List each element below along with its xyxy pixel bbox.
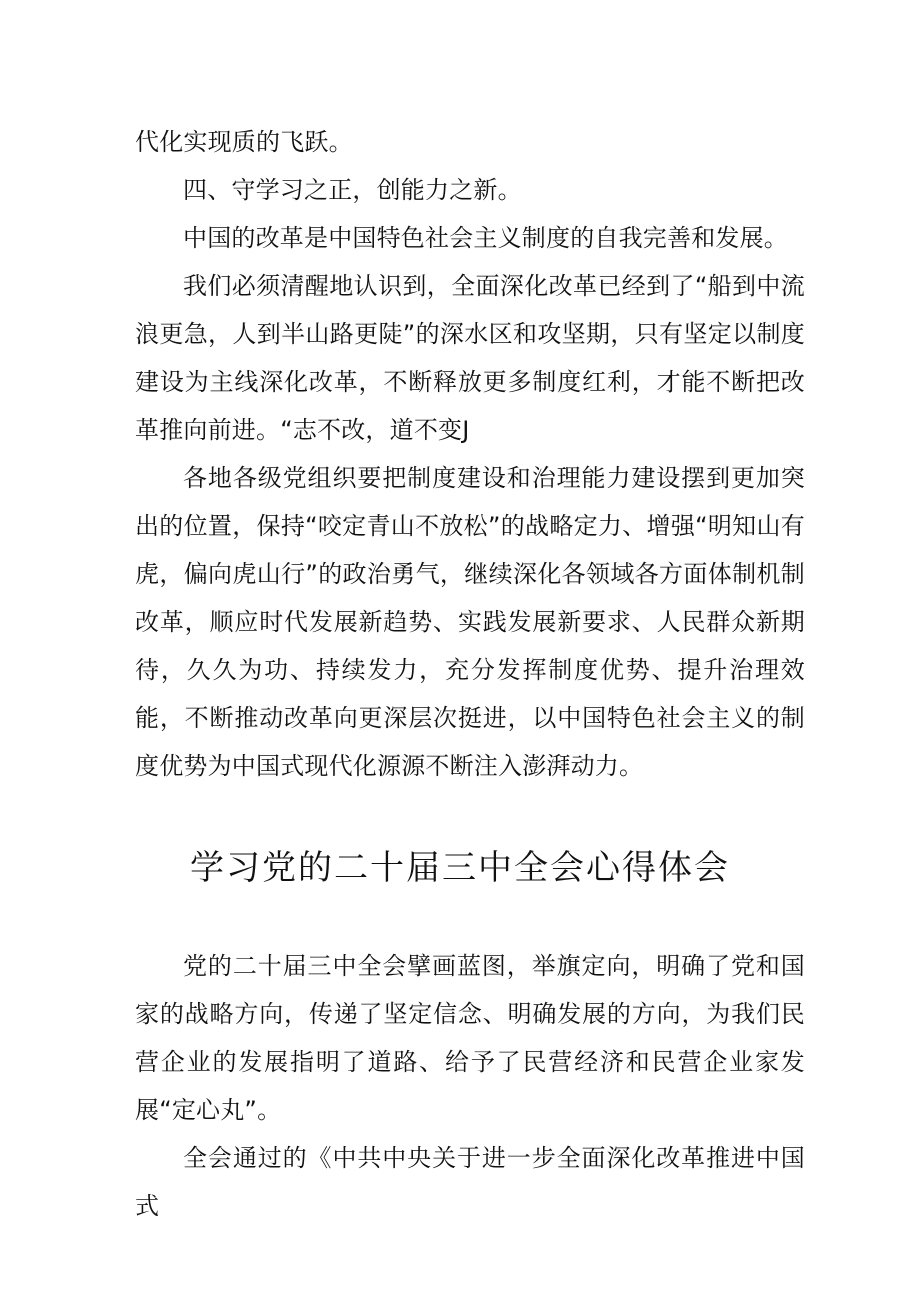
paragraph: 中国的改革是中国特色社会主义制度的自我完善和发展。 <box>183 224 788 252</box>
paragraph: 全会通过的《中共中央关于进一步全面深化改革推进中国式 <box>135 1144 805 1220</box>
article-body-bottom <box>135 942 805 1230</box>
paragraph: 我们必须清醒地认识到，全面深化改革已经到了“船到中流浪更急，人到半山路更陡”的深水区和攻坚期，只有坚定以制度建设为主线深化改革，不断释放更多制度红利，才能不断把改革推向前进。“志不改，道不变J <box>135 272 805 444</box>
paragraph: 各地各级党组织要把制度建设和治理能力建设摆到更加突出的位置，保持“咬定青山不放松”的战略定力、增强“明知山有虎，偏向虎山行”的政治勇气，继续深化各领域各方面体制机制改革，顺应时代发展新趋势、实践发展新要求、人民群众新期待，久久为功、持续发力，充分发挥制度优势、提升治理效能，不断推动改革向更深层次挺进，以中国特色社会主义的制度优势为中国式现代化源源不断注入澎湃动力。 <box>135 464 805 780</box>
paragraph: 党的二十届三中全会擘画蓝图，举旗定向，明确了党和国家的战略方向，传递了坚定信念、明确发展的方向，为我们民营企业的发展指明了道路、给予了民营经济和民营企业家发展“定心丸”。 <box>135 952 805 1124</box>
paragraph-continuation: 代化实现质的飞跃。 <box>135 128 353 156</box>
article-body-top <box>135 118 805 790</box>
document-title: 学习党的二十届三中全会心得体会 <box>190 848 730 888</box>
section-heading-four: 四、守学习之正，创能力之新。 <box>183 176 522 204</box>
